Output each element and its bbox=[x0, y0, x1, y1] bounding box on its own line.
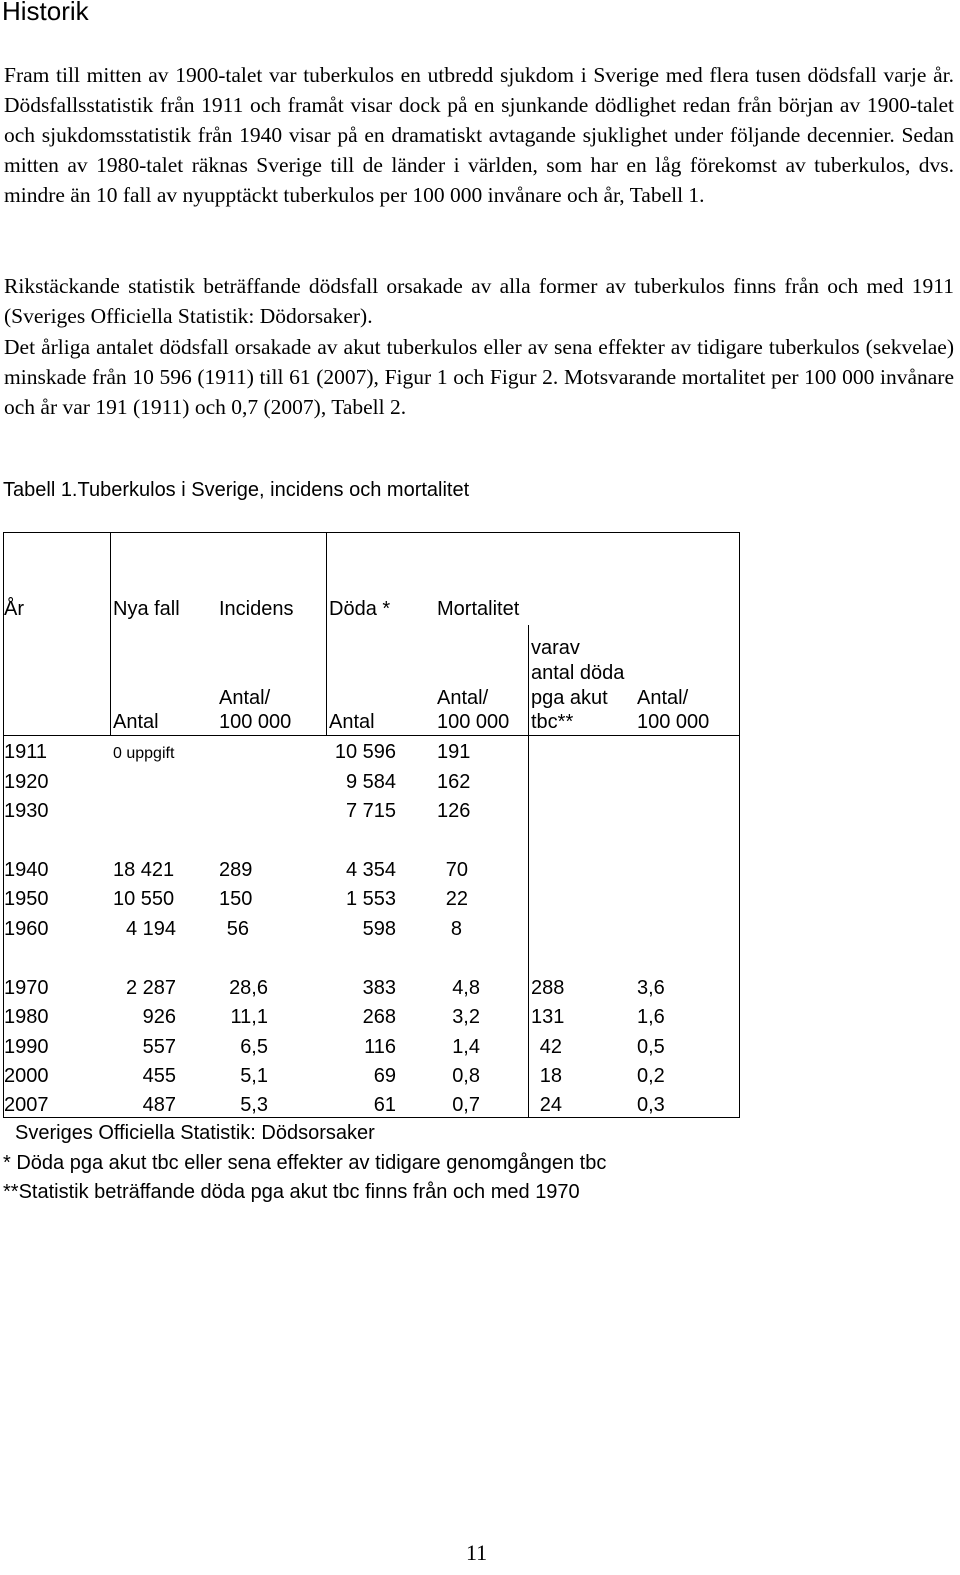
table-right-border bbox=[739, 532, 740, 1118]
cell-acute-mortality: 0,3 bbox=[637, 1094, 665, 1116]
cell-incidence: 56 bbox=[226, 918, 249, 940]
table-caption: Tabell 1.Tuberkulos i Sverige, incidens och mortalitet bbox=[3, 479, 470, 501]
cell-new-cases: 2 287 bbox=[125, 977, 176, 999]
cell-acute-mortality: 0,2 bbox=[637, 1065, 665, 1087]
cell-acute-deaths: 131 bbox=[531, 1006, 565, 1028]
page-heading: Historik bbox=[2, 0, 89, 26]
cell-mortality: 22 bbox=[445, 888, 468, 910]
cell-deaths: 4 354 bbox=[345, 859, 396, 881]
cell-year: 1920 bbox=[4, 771, 49, 793]
table-top-border bbox=[3, 532, 740, 533]
cell-year: 2007 bbox=[4, 1094, 49, 1116]
table-header-divider bbox=[3, 735, 740, 736]
cell-deaths: 1 553 bbox=[345, 888, 396, 910]
cell-mortality: 126 bbox=[437, 800, 471, 822]
cell-mortality: 70 bbox=[445, 859, 468, 881]
cell-deaths: 61 bbox=[373, 1094, 396, 1116]
header-incidence: Incidens bbox=[219, 598, 294, 620]
cell-mortality: 191 bbox=[437, 741, 471, 763]
cell-mortality: 3,2 bbox=[452, 1006, 480, 1028]
cell-incidence: 150 bbox=[219, 888, 253, 910]
header-mortality: Mortalitet bbox=[437, 598, 520, 620]
header-year: År bbox=[4, 598, 24, 620]
cell-new-cases: 4 194 bbox=[125, 918, 176, 940]
cell-year: 1980 bbox=[4, 1006, 49, 1028]
header-new-cases: Nya fall bbox=[113, 598, 180, 620]
source-note: Sveriges Officiella Statistik: Dödsorsaker bbox=[15, 1122, 375, 1144]
cell-new-cases: 455 bbox=[142, 1065, 176, 1087]
header-acute-deaths-line-3: pga akut bbox=[531, 687, 608, 709]
cell-new-cases: 0 uppgift bbox=[113, 745, 175, 762]
cell-mortality: 0,8 bbox=[452, 1065, 480, 1087]
cell-acute-mortality: 3,6 bbox=[637, 977, 665, 999]
cell-deaths: 9 584 bbox=[345, 771, 396, 793]
cell-year: 1940 bbox=[4, 859, 49, 881]
cell-incidence: 6,5 bbox=[240, 1036, 268, 1058]
cell-acute-deaths: 288 bbox=[531, 977, 565, 999]
cell-deaths: 116 bbox=[364, 1036, 396, 1058]
cell-new-cases: 557 bbox=[142, 1036, 176, 1058]
cell-mortality: 8 bbox=[450, 918, 462, 940]
table-col-divider-3 bbox=[528, 625, 529, 1118]
cell-year: 2000 bbox=[4, 1065, 49, 1087]
cell-year: 1990 bbox=[4, 1036, 49, 1058]
header-acute-deaths-line-2: antal döda bbox=[531, 662, 625, 684]
header-deaths-unit: Antal bbox=[329, 711, 375, 733]
header-acute-mortality-unit-line-1: Antal/ bbox=[637, 687, 689, 709]
cell-acute-mortality: 0,5 bbox=[637, 1036, 665, 1058]
cell-acute-deaths: 18 bbox=[539, 1065, 562, 1087]
cell-mortality: 0,7 bbox=[452, 1094, 480, 1116]
cell-deaths: 383 bbox=[362, 977, 396, 999]
cell-deaths: 7 715 bbox=[345, 800, 396, 822]
page-number: 11 bbox=[466, 1540, 488, 1565]
cell-incidence: 5,3 bbox=[240, 1094, 268, 1116]
cell-new-cases: 10 550 bbox=[113, 888, 175, 910]
cell-mortality: 4,8 bbox=[452, 977, 480, 999]
cell-incidence: 11,1 bbox=[230, 1006, 268, 1028]
table-col-divider-2 bbox=[326, 532, 327, 735]
header-acute-deaths-line-1: varav bbox=[531, 637, 580, 659]
cell-year: 1930 bbox=[4, 800, 49, 822]
cell-deaths: 69 bbox=[373, 1065, 396, 1087]
cell-deaths: 268 bbox=[362, 1006, 396, 1028]
table-bottom-border bbox=[3, 1117, 740, 1118]
table-col-divider-1 bbox=[110, 532, 111, 735]
cell-mortality: 162 bbox=[437, 771, 471, 793]
cell-year: 1911 bbox=[4, 741, 48, 763]
header-acute-deaths-line-4: tbc** bbox=[531, 711, 574, 733]
header-deaths: Döda * bbox=[329, 598, 391, 620]
statistics-paragraph: Rikstäckande statistik beträffande dödsfall orsakade av alla former av tuberkulos finns från och med 1911 (Sveriges Officiella Statistik: Dödorsaker). bbox=[4, 274, 954, 328]
header-new-cases-unit: Antal bbox=[113, 711, 159, 733]
cell-acute-mortality: 1,6 bbox=[637, 1006, 665, 1028]
cell-year: 1970 bbox=[4, 977, 49, 999]
header-mortality-unit-line-2: 100 000 bbox=[437, 711, 510, 733]
cell-incidence: 5,1 bbox=[240, 1065, 268, 1087]
cell-incidence: 289 bbox=[219, 859, 253, 881]
header-mortality-unit-line-1: Antal/ bbox=[437, 687, 489, 709]
cell-incidence: 28,6 bbox=[229, 977, 268, 999]
header-acute-mortality-unit-line-2: 100 000 bbox=[637, 711, 710, 733]
header-incidence-unit-line-2: 100 000 bbox=[219, 711, 292, 733]
cell-year: 1950 bbox=[4, 888, 49, 910]
cell-mortality: 1,4 bbox=[452, 1036, 480, 1058]
cell-new-cases: 926 bbox=[142, 1006, 176, 1028]
cell-acute-deaths: 42 bbox=[539, 1036, 562, 1058]
header-incidence-unit-line-1: Antal/ bbox=[219, 687, 271, 709]
cell-new-cases: 18 421 bbox=[113, 859, 175, 881]
footnote-acute-statistics: **Statistik beträffande döda pga akut tbc finns från och med 1970 bbox=[3, 1181, 580, 1203]
deaths-paragraph: Det årliga antalet dödsfall orsakade av akut tuberkulos eller av sena effekter av tidigare tuberkulos (sekvelae) minskade från 10 596 (1911) till 61 (2007), Figur 1 och Figur 2. Motsvarande mortalitet per 100 000 invånare och år var 191 (1911) och 0,7 (2007), Tabell 2. bbox=[4, 335, 954, 419]
cell-new-cases: 487 bbox=[142, 1094, 176, 1116]
cell-deaths: 10 596 bbox=[334, 741, 396, 763]
footnote-deaths: * Döda pga akut tbc eller sena effekter av tidigare genomgången tbc bbox=[3, 1152, 607, 1174]
intro-paragraph: Fram till mitten av 1900-talet var tuberkulos en utbredd sjukdom i Sverige med flera tusen dödsfall varje år. Dödsfallsstatistik från 1911 och framåt visar dock på en sjunkande dödlighet redan från början av 1900-talet och sjukdomsstatistik från 1940 visar på en dramatiskt avtagande sjuklighet under följande decennier. Sedan mitten av 1980-talet räknas Sverige till de länder i världen, som har en låg förekomst av tuberkulos, dvs. mindre än 10 fall av nyupptäckt tuberkulos per 100 000 invånare och år, Tabell 1. bbox=[4, 63, 954, 207]
cell-year: 1960 bbox=[4, 918, 49, 940]
cell-deaths: 598 bbox=[362, 918, 396, 940]
cell-acute-deaths: 24 bbox=[539, 1094, 562, 1116]
